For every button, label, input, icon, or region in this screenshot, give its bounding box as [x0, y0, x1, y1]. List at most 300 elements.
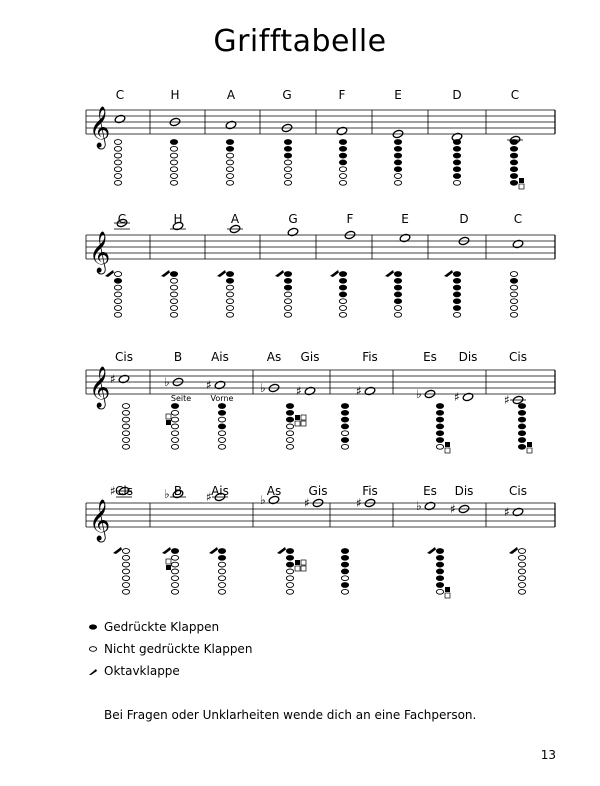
- open-key: [218, 438, 225, 443]
- pressed-key: [341, 417, 348, 422]
- pressed-key: [218, 549, 225, 554]
- fingering-diagram: [122, 404, 129, 450]
- open-key: [170, 292, 177, 297]
- sharp-icon: ♯: [356, 384, 362, 398]
- note-name-label: G: [288, 212, 298, 226]
- pressed-key: [436, 583, 443, 588]
- side-key: [166, 565, 171, 570]
- octave-key-icon: [385, 270, 394, 277]
- open-key: [518, 576, 525, 581]
- open-key: [286, 424, 293, 429]
- open-key: [171, 424, 178, 429]
- note-name-label: D: [459, 212, 469, 226]
- note-name-label: E: [394, 88, 402, 102]
- sharp-icon: ♯: [454, 390, 460, 404]
- open-key: [122, 576, 129, 581]
- open-key: [170, 180, 177, 185]
- pressed-key: [394, 285, 401, 290]
- open-key-icon: [88, 645, 98, 653]
- octave-key-icon: [88, 666, 98, 676]
- octave-key-icon: [217, 270, 226, 277]
- pressed-key: [341, 583, 348, 588]
- sharp-icon: ♯: [110, 484, 116, 498]
- legend-pressed-label: Gedrückte Klappen: [104, 620, 220, 634]
- open-key: [170, 160, 177, 165]
- fingering-diagrams: [0, 138, 600, 208]
- pressed-key: [453, 146, 460, 151]
- flat-icon: ♭: [260, 493, 266, 507]
- open-key: [114, 299, 121, 304]
- sharp-icon: ♯: [450, 502, 456, 516]
- open-key: [341, 576, 348, 581]
- note-name-label: E: [401, 212, 409, 226]
- gis-key: [295, 421, 300, 426]
- fingering-diagram: [284, 140, 291, 186]
- pressed-key: [284, 146, 291, 151]
- note-name-label: Cis: [115, 350, 133, 364]
- note-name-label: B: [173, 350, 183, 364]
- flat-icon: ♭: [416, 499, 422, 513]
- fingering-diagram: [510, 272, 517, 318]
- fingering-diagram: [453, 140, 460, 186]
- pressed-key: [226, 140, 233, 145]
- fingering-diagram: [218, 404, 225, 450]
- note-name-label: C: [117, 212, 127, 226]
- open-key: [170, 174, 177, 179]
- open-key: [339, 180, 346, 185]
- fingering-diagram: [275, 270, 292, 317]
- flat-icon: ♭: [260, 381, 266, 395]
- pressed-key: [436, 562, 443, 567]
- pressed-key: [453, 292, 460, 297]
- pressed-key: [394, 140, 401, 145]
- fingering-diagram: [341, 549, 348, 595]
- gis-key: [295, 566, 300, 571]
- pressed-key: [436, 549, 443, 554]
- open-key: [394, 180, 401, 185]
- treble-clef-icon: 𝄞: [89, 367, 111, 408]
- fingering-diagram: [170, 140, 177, 186]
- pressed-key: [436, 410, 443, 415]
- open-key: [436, 589, 443, 594]
- fingering-diagrams: [0, 270, 600, 340]
- open-key: [114, 160, 121, 165]
- side-key: [166, 420, 171, 425]
- note-name-label: F: [338, 88, 346, 102]
- open-key: [114, 180, 121, 185]
- pressed-key: [453, 272, 460, 277]
- pressed-key: [114, 278, 121, 283]
- open-key: [171, 438, 178, 443]
- pressed-key: [453, 174, 460, 179]
- open-key: [170, 299, 177, 304]
- open-key: [218, 576, 225, 581]
- open-key: [114, 174, 121, 179]
- open-key: [518, 555, 525, 560]
- open-key: [114, 306, 121, 311]
- open-key: [114, 272, 121, 277]
- legend-not-pressed: [88, 642, 252, 656]
- open-key: [122, 589, 129, 594]
- fingering-diagram: [436, 404, 450, 453]
- pressed-key: [226, 278, 233, 283]
- pressed-key: [453, 167, 460, 172]
- flat-icon: ♭: [416, 387, 422, 401]
- side-key: [166, 414, 171, 419]
- low-key: [445, 593, 450, 598]
- open-key: [226, 160, 233, 165]
- open-key: [286, 438, 293, 443]
- open-key: [122, 417, 129, 422]
- low-key: [445, 442, 450, 447]
- octave-key-icon: [427, 547, 436, 554]
- note-name-label: A: [230, 212, 240, 226]
- pressed-key: [341, 410, 348, 415]
- flat-icon: ♭: [164, 487, 170, 501]
- note-name-label: Gis: [300, 350, 320, 364]
- octave-key-icon: [275, 270, 284, 277]
- open-key: [122, 555, 129, 560]
- fingering-diagram: [330, 270, 347, 317]
- fingering-diagram: [114, 140, 121, 186]
- fingering-diagrams: [0, 547, 600, 617]
- legend-pressed: [88, 620, 219, 634]
- pressed-key: [510, 160, 517, 165]
- note-name-label: G: [282, 88, 292, 102]
- open-key: [114, 146, 121, 151]
- fingering-diagram: [518, 404, 532, 453]
- sharp-icon: ♯: [504, 393, 510, 407]
- pressed-key: [394, 153, 401, 158]
- open-key: [286, 583, 293, 588]
- pressed-key: [394, 292, 401, 297]
- pressed-key: [453, 285, 460, 290]
- open-key: [339, 167, 346, 172]
- open-key: [218, 589, 225, 594]
- low-key: [519, 178, 524, 183]
- open-key: [226, 299, 233, 304]
- open-key: [218, 444, 225, 449]
- pressed-key: [286, 555, 293, 560]
- open-key: [114, 312, 121, 317]
- fingering-diagrams: [0, 402, 600, 472]
- note-name-label: A: [226, 88, 236, 102]
- pressed-key: [453, 153, 460, 158]
- note-name-label: Dis: [458, 350, 478, 364]
- open-key: [518, 589, 525, 594]
- pressed-key: [436, 569, 443, 574]
- pressed-key: [436, 417, 443, 422]
- open-key: [518, 549, 525, 554]
- open-key: [510, 312, 517, 317]
- low-key: [527, 442, 532, 447]
- open-key: [286, 589, 293, 594]
- note-name-label: D: [452, 88, 462, 102]
- footer-note: Bei Fragen oder Unklarheiten wende dich an eine Fachperson.: [104, 708, 477, 722]
- octave-key-icon: [161, 270, 170, 277]
- note-name-label: B: [173, 484, 183, 498]
- open-key: [171, 589, 178, 594]
- open-key: [218, 562, 225, 567]
- open-key: [284, 174, 291, 179]
- note-name-label: C: [513, 212, 523, 226]
- open-key: [284, 306, 291, 311]
- fingering-diagram: [339, 140, 346, 186]
- fingering-diagram: [385, 270, 402, 317]
- open-key: [122, 404, 129, 409]
- open-key: [122, 562, 129, 567]
- pressed-key: [286, 562, 293, 567]
- flat-icon: ♭: [164, 375, 170, 389]
- note-name-label: C: [115, 88, 125, 102]
- pressed-key-icon: [88, 623, 98, 631]
- open-key: [171, 431, 178, 436]
- note-name-label: Fis: [362, 350, 378, 364]
- low-key: [445, 587, 450, 592]
- open-key: [171, 562, 178, 567]
- page-title: Grifftabelle: [213, 24, 387, 59]
- pressed-key: [284, 285, 291, 290]
- pressed-key: [394, 167, 401, 172]
- pressed-key: [339, 278, 346, 283]
- sharp-icon: ♯: [206, 378, 212, 392]
- note-name-label: As: [266, 350, 282, 364]
- note-name-label: Ais: [211, 350, 229, 364]
- note-name-label: Cis: [115, 484, 133, 498]
- open-key: [518, 562, 525, 567]
- pressed-key: [341, 438, 348, 443]
- fingering-diagram: [510, 140, 524, 189]
- fingering-diagram: [509, 547, 526, 594]
- octave-key-icon: [444, 270, 453, 277]
- note-name-label: C: [510, 88, 520, 102]
- open-key: [171, 576, 178, 581]
- open-key: [284, 160, 291, 165]
- open-key: [284, 180, 291, 185]
- pressed-key: [286, 404, 293, 409]
- pressed-key: [341, 569, 348, 574]
- open-key: [226, 312, 233, 317]
- open-key: [394, 174, 401, 179]
- open-key: [122, 431, 129, 436]
- open-key: [170, 167, 177, 172]
- open-key: [226, 292, 233, 297]
- pressed-key: [339, 160, 346, 165]
- pressed-key: [510, 278, 517, 283]
- pressed-key: [453, 160, 460, 165]
- pressed-key: [394, 278, 401, 283]
- note-name-label: As: [266, 484, 282, 498]
- fingering-diagram: [341, 404, 348, 450]
- note-name-label: Cis: [509, 484, 527, 498]
- open-key: [394, 306, 401, 311]
- open-key: [171, 555, 178, 560]
- treble-clef-icon: 𝄞: [89, 107, 111, 148]
- fingering-diagram: [226, 140, 233, 186]
- pressed-key: [339, 146, 346, 151]
- pressed-key: [518, 438, 525, 443]
- pressed-key: [436, 424, 443, 429]
- pressed-key: [226, 272, 233, 277]
- pressed-key: [286, 549, 293, 554]
- pressed-key: [218, 424, 225, 429]
- note-name-label: Gis: [308, 484, 328, 498]
- open-key: [510, 285, 517, 290]
- note-name-label: Fis: [362, 484, 378, 498]
- gis-key: [295, 415, 300, 420]
- open-key: [284, 299, 291, 304]
- pressed-key: [510, 174, 517, 179]
- open-key: [170, 146, 177, 151]
- gis-key: [301, 415, 306, 420]
- open-key: [226, 153, 233, 158]
- pressed-key: [436, 431, 443, 436]
- legend-octave: [88, 664, 180, 678]
- pressed-key: [453, 278, 460, 283]
- fingering-diagram: [277, 547, 306, 594]
- open-key: [171, 583, 178, 588]
- octave-key-icon: [209, 547, 218, 554]
- pressed-key: [218, 555, 225, 560]
- open-key: [171, 444, 178, 449]
- open-key: [170, 153, 177, 158]
- legend-octave-label: Oktavklappe: [104, 664, 180, 678]
- open-key: [394, 312, 401, 317]
- open-key: [226, 285, 233, 290]
- note-name-label: H: [170, 88, 180, 102]
- fingering-diagram: [427, 547, 450, 598]
- open-key: [122, 569, 129, 574]
- side-key: [166, 559, 171, 564]
- pressed-key: [453, 306, 460, 311]
- gis-key: [301, 566, 306, 571]
- note-name-label: H: [173, 212, 183, 226]
- open-key: [518, 583, 525, 588]
- pressed-key: [453, 299, 460, 304]
- open-key: [114, 285, 121, 290]
- pressed-key: [218, 410, 225, 415]
- open-key: [122, 410, 129, 415]
- pressed-key: [510, 140, 517, 145]
- open-key: [436, 444, 443, 449]
- open-key: [341, 589, 348, 594]
- pressed-key: [394, 160, 401, 165]
- fingering-diagram: [161, 270, 178, 317]
- open-key: [114, 140, 121, 145]
- open-key: [170, 285, 177, 290]
- pressed-key: [453, 140, 460, 145]
- low-key: [527, 448, 532, 453]
- pressed-key: [341, 562, 348, 567]
- pressed-key: [226, 146, 233, 151]
- gis-key: [301, 560, 306, 565]
- open-key: [453, 180, 460, 185]
- page-number: 13: [540, 748, 556, 762]
- open-key: [114, 167, 121, 172]
- open-key: [122, 583, 129, 588]
- open-key: [170, 278, 177, 283]
- octave-key-icon: [277, 547, 286, 554]
- open-key: [339, 299, 346, 304]
- pressed-key: [518, 431, 525, 436]
- open-key: [339, 306, 346, 311]
- pressed-key: [286, 417, 293, 422]
- pressed-key: [170, 272, 177, 277]
- open-key: [284, 167, 291, 172]
- open-key: [170, 312, 177, 317]
- open-key: [339, 174, 346, 179]
- octave-key-icon: [330, 270, 339, 277]
- pressed-key: [510, 167, 517, 172]
- pressed-key: [394, 146, 401, 151]
- octave-key-icon: [162, 547, 171, 554]
- pressed-key: [518, 417, 525, 422]
- open-key: [286, 431, 293, 436]
- gis-key: [301, 421, 306, 426]
- pressed-key: [341, 555, 348, 560]
- gis-key: [295, 560, 300, 565]
- pressed-key: [339, 285, 346, 290]
- pressed-key: [284, 278, 291, 283]
- pressed-key: [341, 404, 348, 409]
- open-key: [341, 444, 348, 449]
- open-key: [510, 306, 517, 311]
- octave-key-icon: [509, 547, 518, 554]
- pressed-key: [436, 576, 443, 581]
- open-key: [122, 549, 129, 554]
- treble-clef-icon: 𝄞: [89, 500, 111, 541]
- pressed-key: [286, 410, 293, 415]
- open-key: [284, 292, 291, 297]
- pressed-key: [394, 272, 401, 277]
- pressed-key: [436, 404, 443, 409]
- octave-key-icon: [105, 270, 114, 277]
- open-key: [284, 312, 291, 317]
- pressed-key: [518, 444, 525, 449]
- open-key: [170, 306, 177, 311]
- pressed-key: [341, 549, 348, 554]
- pressed-key: [510, 180, 517, 185]
- fingering-diagram: [286, 404, 306, 450]
- open-key: [510, 272, 517, 277]
- open-key: [218, 583, 225, 588]
- pressed-key: [284, 140, 291, 145]
- open-key: [171, 417, 178, 422]
- open-key: [453, 312, 460, 317]
- pressed-key: [171, 404, 178, 409]
- pressed-key: [394, 299, 401, 304]
- key-position-label: Vorne: [210, 394, 234, 403]
- note-name-label: Dis: [454, 484, 474, 498]
- pressed-key: [339, 292, 346, 297]
- open-key: [286, 576, 293, 581]
- legend-not-pressed-label: Nicht gedrückte Klappen: [104, 642, 253, 656]
- pressed-key: [436, 438, 443, 443]
- open-key: [226, 167, 233, 172]
- open-key: [122, 424, 129, 429]
- open-key: [226, 180, 233, 185]
- open-key: [226, 306, 233, 311]
- fingering-diagram: [209, 547, 226, 594]
- open-key: [122, 438, 129, 443]
- pressed-key: [436, 555, 443, 560]
- pressed-key: [339, 153, 346, 158]
- note-name-label: Es: [423, 484, 437, 498]
- pressed-key: [518, 410, 525, 415]
- open-key: [286, 569, 293, 574]
- pressed-key: [341, 424, 348, 429]
- open-key: [122, 444, 129, 449]
